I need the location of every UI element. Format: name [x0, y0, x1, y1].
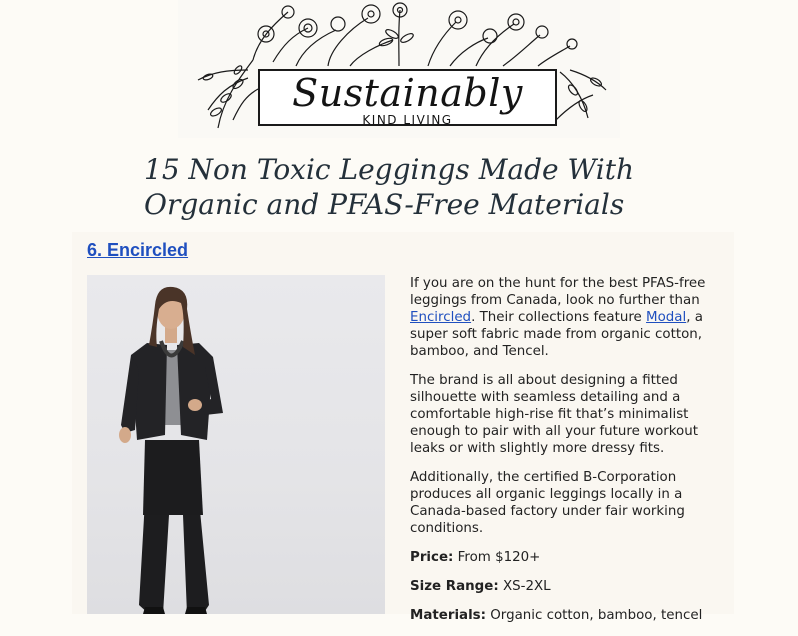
paragraph-text: . Their collections feature: [471, 310, 647, 325]
logo-tagline: KIND LIVING: [362, 113, 453, 127]
logo-wordmark: Sustainably: [292, 71, 523, 115]
price-value: From $120+: [453, 550, 541, 565]
materials-value: Organic cotton, bamboo, tencel: [486, 608, 703, 623]
encircled-link[interactable]: Encircled: [410, 310, 472, 325]
size-value: XS-2XL: [498, 579, 551, 594]
logo-badge: [258, 69, 557, 126]
paragraph-production: Additionally, the certified B-Corporation produces all organic leggings locally in a Canada-based factory under fair working conditions.: [410, 470, 685, 536]
price-spec: [410, 549, 710, 566]
materials-label: Materials:: [410, 608, 486, 623]
price-label: Price:: [410, 550, 454, 565]
paragraph-text: If you are on the hunt for the best PFAS-free leggings from Canada, look no further than: [410, 276, 706, 308]
model-illustration: [87, 275, 385, 614]
paragraph-design: The brand is all about designing a fitted silhouette with seamless detailing and a comfortable high-rise fit that’s minimalist enough to pair with all your future workout leaks or with slightly more dressy fits.: [410, 373, 698, 456]
article-body: [410, 275, 710, 636]
size-label: Size Range:: [410, 579, 499, 594]
paragraph-text: , a super soft fabric made from organic cotton, bamboo, and Tencel.: [410, 310, 703, 359]
site-logo[interactable]: [178, 0, 620, 138]
article-title: 15 Non Toxic Leggings Made With Organic and PFAS-Free Materials: [144, 153, 634, 221]
product-photo: [87, 275, 385, 614]
paragraph-intro: [410, 275, 710, 360]
materials-spec: [410, 607, 710, 624]
modal-link[interactable]: Modal: [646, 310, 687, 325]
section-heading-link[interactable]: 6. Encircled: [87, 240, 189, 260]
size-spec: [410, 578, 710, 595]
